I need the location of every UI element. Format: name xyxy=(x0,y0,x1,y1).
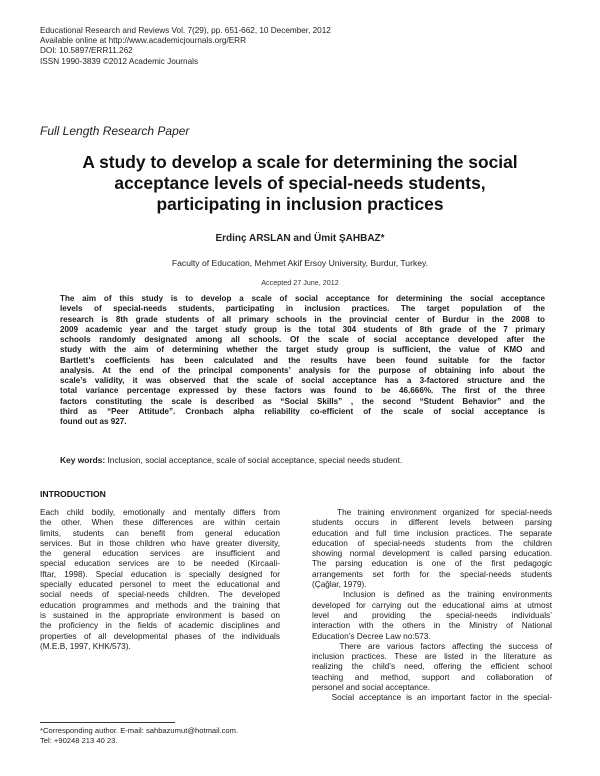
body-line: the general education services are insufficient and xyxy=(40,549,280,559)
body-line: There are various factors affecting the success of xyxy=(312,641,552,651)
title-line: acceptance levels of special-needs students, xyxy=(114,173,486,193)
abstract-line: total variance percentage expressed by these factors was found to be 46.666%. The first of the three xyxy=(60,386,545,396)
abstract-line: research is 8th grade students of all primary schools in the provincial center of Burdur in the 2008 to xyxy=(60,314,545,324)
body-line: Iftar, 1998). Special education is specially designed for xyxy=(40,569,280,579)
body-line: level and providing the special-needs individuals’ xyxy=(312,610,552,620)
footnote-divider xyxy=(40,722,175,723)
body-line: is sustained in the appropriate environment is based on xyxy=(40,610,280,620)
abstract-line: third as “Peer Attitude”. Cronbach alpha reliability co-efficient of the scale of social acceptance is xyxy=(60,406,545,416)
body-line: Education’s Decree Law no:573. xyxy=(312,631,431,641)
accepted-date: Accepted 27 June, 2012 xyxy=(261,278,339,287)
body-line: interaction with the others in the Ministry of National xyxy=(312,621,552,631)
body-line: education programmes and methods and the training that xyxy=(40,600,280,610)
body-line: showing normal development is called parsing education. xyxy=(312,549,552,559)
paper-type-label: Full Length Research Paper xyxy=(40,124,190,138)
footnote-email: *Corresponding author. E-mail: sahbazumut@hotmail.com. xyxy=(40,726,239,735)
body-line: personel and social acceptance. xyxy=(312,683,430,693)
abstract xyxy=(60,294,545,427)
body-line: developed for carrying out the educational aims at utmost xyxy=(312,600,552,610)
journal-url: Available online at http://www.academicjournals.org/ERR xyxy=(40,36,247,46)
footnote-phone: Tel: +90248 213 40 23. xyxy=(40,736,118,745)
keywords-text: Inclusion, social acceptance, scale of social acceptance, special needs student. xyxy=(105,455,403,465)
body-line: arrangements set forth for the special-needs students xyxy=(312,569,552,579)
keywords xyxy=(60,455,545,465)
body-line: properties of all developmental phases of the individuals xyxy=(40,631,280,641)
journal-header xyxy=(40,26,560,67)
body-line: Social acceptance is an important factor in the special- xyxy=(312,693,552,703)
body-line: special education services are to be needed (Kircaali- xyxy=(40,559,280,569)
body-line: inclusion practices. These are listed in the literature as xyxy=(312,652,552,662)
section-heading-introduction: INTRODUCTION xyxy=(40,489,106,499)
body-column-left xyxy=(40,508,280,652)
abstract-line: factors constituting the scale is described as “Social Skills” , the second “Student Behavior” and the xyxy=(60,396,545,406)
journal-issn: ISSN 1990-3839 ©2012 Academic Journals xyxy=(40,56,199,66)
abstract-line: study with the aim of determining whether the target study group is sufficient, the value of KMO and xyxy=(60,345,545,355)
authors: Erdinç ARSLAN and Ümit ŞAHBAZ* xyxy=(215,233,385,244)
body-line: (Çağlar, 1979). xyxy=(312,580,367,590)
body-line: teaching and method, support and collaboration of xyxy=(312,672,552,682)
abstract-line: levels of special-needs students, participating in inclusion practices. The target population of the xyxy=(60,304,545,314)
body-line: limits, students can benefit from general education xyxy=(40,528,280,538)
body-line: students occurs in different levels between parsing xyxy=(312,518,552,528)
abstract-line: found out as 927. xyxy=(60,417,127,426)
keywords-label: Key words: xyxy=(60,455,106,465)
body-line: Inclusion is defined as the training environments xyxy=(312,590,552,600)
abstract-line: schools randomly designated among all schools. Of the scale of social acceptance developed after the xyxy=(60,335,545,344)
abstract-line: The aim of this study is to develop a scale of social acceptance for determining the social acceptance xyxy=(60,294,545,303)
journal-doi: DOI: 10.5897/ERR11.262 xyxy=(40,46,133,56)
affiliation: Faculty of Education, Mehmet Akif Ersoy University, Burdur, Turkey. xyxy=(171,258,429,268)
body-line: The training environment organized for special-needs xyxy=(312,508,552,517)
body-line: Each child bodily, emotionally and mentally differs from xyxy=(40,508,280,517)
abstract-line: 2009 academic year and the target study group is the total 304 students of 8th grade of the 7 primary xyxy=(60,324,545,334)
paper-title xyxy=(40,152,560,215)
body-line: social needs of special-needs children. The developed xyxy=(40,590,280,600)
body-line: education of special-needs students from the children xyxy=(312,538,552,548)
title-line: A study to develop a scale for determining the social xyxy=(82,152,518,172)
body-line: The parsing education is one of the first pedagogic xyxy=(312,559,552,569)
body-line: the other. When these differences are within certain xyxy=(40,518,280,528)
abstract-line: Bartlett’s coefficients has been calculated and the results have been found suitable for the factor xyxy=(60,355,545,365)
body-line: education and full time inclusion practices. The separate xyxy=(312,528,552,538)
body-line: realizing the child’s need, offering the efficient school xyxy=(312,662,552,672)
body-column-right xyxy=(312,508,552,704)
body-line: the proficiency in the fields of academic disciplines and xyxy=(40,621,280,631)
body-line: specially educated personel to meet the educational and xyxy=(40,580,280,590)
body-line: (M.E.B, 1997, KHK/573). xyxy=(40,641,131,651)
abstract-line: scale’s validity, it was observed that the scale of social acceptance has a 3-factored structure and the xyxy=(60,376,545,385)
title-line: participating in inclusion practices xyxy=(156,194,444,214)
abstract-line: analysis. At the end of the principal components’ analysis for the purpose of obtaining info about the xyxy=(60,365,545,375)
journal-citation: Educational Research and Reviews Vol. 7(29), pp. 651-662, 10 December, 2012 xyxy=(40,26,331,35)
body-line: services. But in those children who have greater diversity, xyxy=(40,538,280,548)
footnote xyxy=(40,726,290,746)
